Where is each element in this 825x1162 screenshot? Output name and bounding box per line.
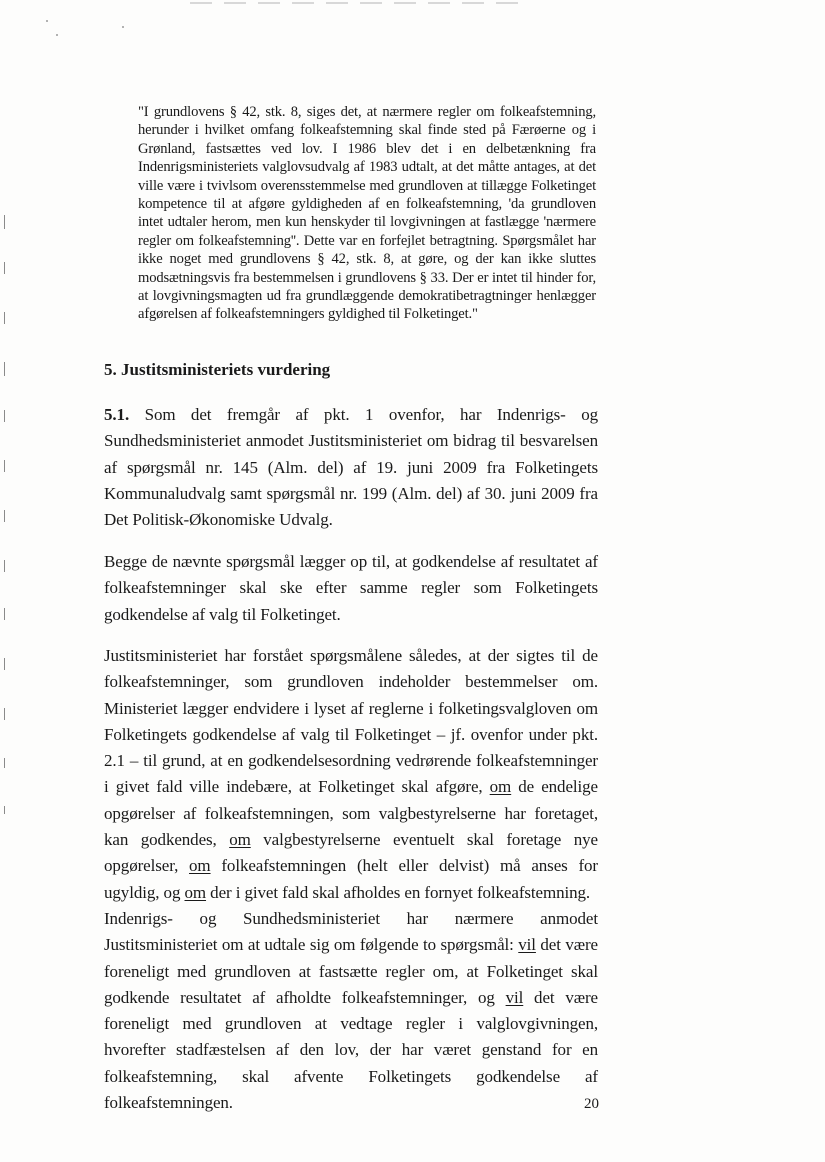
paragraph-text: det være foreneligt med grundloven at fastsætte regler om, at Folketinget skal godkende resultatet af afholdte folkeafstemninger, og bbox=[104, 935, 598, 1007]
paragraph-text: Begge de nævnte spørgsmål lægger op til, at godkendelse af resultatet af folkeafstemninger skal ske efter samme regler som Folketingets godkendelse af valg til Folketinget. bbox=[104, 552, 598, 624]
underlined-word: vil bbox=[518, 935, 536, 955]
scan-edge-mark bbox=[4, 410, 5, 422]
section-number: 5.1. bbox=[104, 405, 130, 424]
scan-edge-mark bbox=[4, 758, 5, 768]
paragraph-request bbox=[104, 906, 598, 1116]
scan-edge-mark bbox=[4, 806, 5, 814]
scan-edge-mark bbox=[4, 658, 5, 670]
scan-edge-mark bbox=[4, 312, 5, 324]
section-heading: 5. Justitsministeriets vurdering bbox=[104, 360, 331, 379]
block-quote-text: "I grundlovens § 42, stk. 8, siges det, at nærmere regler om folkeafstemning, herunder i hvilket omfang folkeafstemning skal finde sted på Færøerne og i Grønland, fastsættes ved lov. I 1986 blev det i en delbetænkning fra Indenrigsministeriets valglovsudvalg af 1983 udtalt, at det måtte antages, at det ville være i tvivlsom overensstemmelse med grundloven at tillægge Folketinget kompetence til at afgøre gyldigheden af en folkeafstemning, 'da grundloven intet udtaler herom, men kun henskyder til lovgivningen at fastlægge 'nærmere regler om folkeafstemning''. Dette var en forfejlet betragtning. Spørgsmålet har ikke noget med grundlovens § 42, stk. 8, at gøre, og der kan ikke sluttes modsætningsvis fra bestemmelsen i grundlovens § 33. Der er intet til hinder for, at lovgivningsmagten ud fra grundlæggende demokratibetragtninger henlægger afgørelsen af folkeafstemningers gyldighed til Folketinget." bbox=[138, 104, 596, 323]
scan-edge-mark bbox=[4, 708, 5, 720]
paragraph-5-1 bbox=[104, 402, 598, 533]
underlined-word: om bbox=[489, 777, 512, 797]
paragraph-text: der i givet fald skal afholdes en fornyet folkeafstemning. bbox=[206, 882, 591, 902]
paragraph-text: de endelige opgørelser af folkeafstemningen, som valgbestyrelserne har foretaget, kan godkendes, bbox=[104, 777, 598, 850]
paragraph-text: Indenrigs- og Sundhedsministeriet har nærmere anmodet Justitsministeriet om at udtale sig om følgende to spørgsmål: bbox=[104, 909, 598, 955]
paragraph-text: valgbestyrelserne eventuelt skal foretage nye opgørelser, bbox=[104, 830, 598, 876]
paragraph-text: Justitsministeriet har forstået spørgsmålene således, at der sigtes til de folkeafstemninger, som grundloven indeholder bestemmelser om. Ministeriet lægger endvidere i lyset af reglerne i folketingsvalgloven om Folketingets godkendelse af valg til Folketinget – jf. ovenfor under pkt. 2.1 – til grund, at en godkendelsesordning vedrørende folkeafstemninger i givet fald ville indebære, at Folketinget skal afgøre, bbox=[104, 646, 598, 797]
scan-speck bbox=[122, 26, 124, 28]
scan-edge-mark bbox=[4, 362, 5, 376]
underlined-word: vil bbox=[505, 987, 524, 1007]
scan-edge-mark bbox=[4, 460, 5, 472]
scan-edge-mark bbox=[4, 510, 5, 522]
underlined-word: om bbox=[184, 882, 207, 902]
paragraph-text: folkeafstemningen (helt eller delvist) må anses for ugyldig, og bbox=[104, 856, 598, 902]
scan-edge-mark bbox=[4, 262, 5, 274]
scan-artifact-top bbox=[190, 2, 530, 4]
scan-speck bbox=[46, 20, 48, 22]
scan-edge-mark bbox=[4, 560, 5, 572]
paragraph-text: det være foreneligt med grundloven at vedtage regler i valglovgivningen, hvorefter stadfæstelsen af den lov, der har været genstand for en folkeafstemning, skal afvente Folketingets godkendelse af folkeafstemningen. bbox=[104, 987, 598, 1113]
paragraph-questions bbox=[104, 549, 598, 628]
underlined-word: om bbox=[189, 856, 211, 876]
block-quote bbox=[138, 103, 596, 324]
scan-speck bbox=[56, 34, 58, 36]
page-number: 20 bbox=[584, 1096, 599, 1112]
paragraph-text: Som det fremgår af pkt. 1 ovenfor, har Indenrigs- og Sundhedsministeriet anmodet Justitsministeriet om bidrag til besvarelsen af spørgsmål nr. 145 (Alm. del) af 19. juni 2009 fra Folketingets Kommunaludvalg samt spørgsmål nr. 199 (Alm. del) af 30. juni 2009 fra Det Politisk-Økonomiske Udvalg. bbox=[104, 405, 598, 530]
underlined-word: om bbox=[229, 830, 251, 850]
scan-edge-mark bbox=[4, 608, 5, 620]
scan-edge-mark bbox=[4, 215, 5, 229]
paragraph-interpretation bbox=[104, 643, 598, 906]
